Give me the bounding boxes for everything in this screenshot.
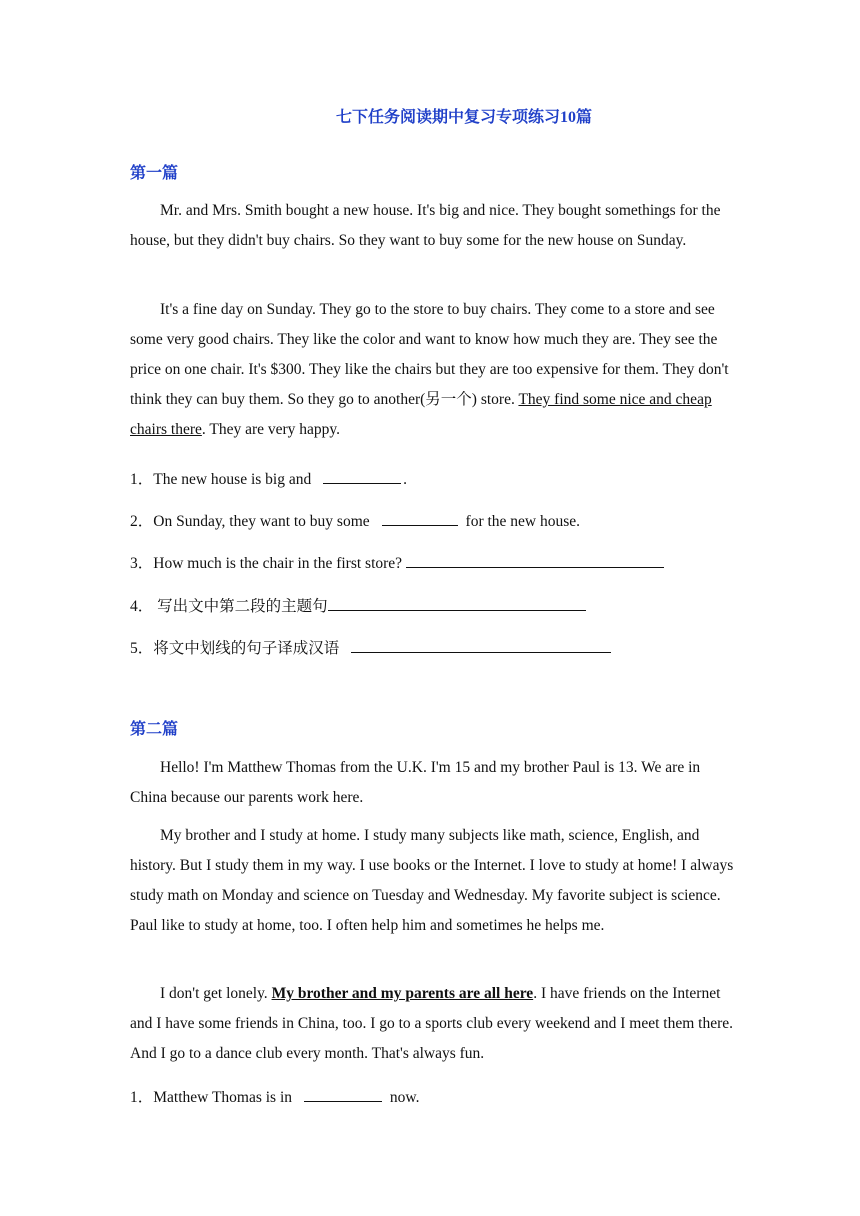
document-title: 七下任务阅读期中复习专项练习10篇 <box>335 109 592 126</box>
answer-blank[interactable] <box>351 638 611 653</box>
question-text: 4． 写出文中第二段的主题句 <box>130 598 328 615</box>
question-text: 1．Matthew Thomas is in <box>130 1089 296 1106</box>
answer-blank[interactable] <box>328 596 586 611</box>
passage-2-paragraph-3-tail: . I have friends on the Internet and I have some friends in China, too. I go to a sports club every weekend and I meet them there. And I go to a dance club every month. That's always fun. <box>130 985 734 1062</box>
passage-2-paragraph-1: Hello! I'm Matthew Thomas from the U.K. I'm 15 and my brother Paul is 13. We are in China because our parents work here. <box>130 759 701 806</box>
passage-1-paragraph-2-text: It's a fine day on Sunday. They go to the store to buy chairs. They come to a store and see some very good chairs. They like the color and want to know how much they are. They see the price on one chair. It's $300. They like the chairs but they are too expensive for them. They don't think they can buy them. So they go to another(另一个) store. <box>130 301 729 408</box>
passage-1-paragraph-2-tail: . They are very happy. <box>201 421 341 438</box>
question-1-5 <box>130 636 611 658</box>
section-heading-2: 第二篇 <box>130 721 179 738</box>
passage-1-paragraph-2 <box>130 295 738 445</box>
question-text: 5．将文中划线的句子译成汉语 <box>130 640 344 657</box>
passage-2-paragraph-3-text: I don't get lonely. <box>160 985 272 1002</box>
question-1-3 <box>130 551 664 573</box>
question-2-1 <box>130 1085 419 1107</box>
question-1-4 <box>130 594 586 616</box>
question-text: 2．On Sunday, they want to buy some <box>130 513 374 530</box>
bold-underlined-sentence: My brother and my parents are all here <box>271 985 534 1002</box>
question-1-1 <box>130 467 407 489</box>
question-tail: for the new house. <box>465 513 581 530</box>
question-tail: . <box>403 471 407 488</box>
passage-2-paragraph-3 <box>130 979 738 1069</box>
answer-blank[interactable] <box>323 469 401 484</box>
question-1-2 <box>130 509 580 531</box>
answer-blank[interactable] <box>406 553 664 568</box>
passage-1-paragraph-1: Mr. and Mrs. Smith bought a new house. It's big and nice. They bought somethings for the house, but they didn't buy chairs. So they want to buy some for the new house on Sunday. <box>130 202 721 249</box>
section-heading-1: 第一篇 <box>130 165 179 182</box>
question-tail: now. <box>389 1089 420 1106</box>
question-text: 3．How much is the chair in the first store? <box>130 555 403 572</box>
answer-blank[interactable] <box>382 511 458 526</box>
passage-2-paragraph-2: My brother and I study at home. I study many subjects like math, science, English, and history. But I study them in my way. I use books or the Internet. I love to study at home! I always study math on Monday and science on Tuesday and Wednesday. My favorite subject is science. Paul like to study at home, too. I often help him and sometimes he helps me. <box>130 827 734 934</box>
question-text: 1．The new house is big and <box>130 471 316 488</box>
underlined-sentence: They find some nice and cheap chairs there <box>130 391 712 438</box>
answer-blank[interactable] <box>304 1087 382 1102</box>
